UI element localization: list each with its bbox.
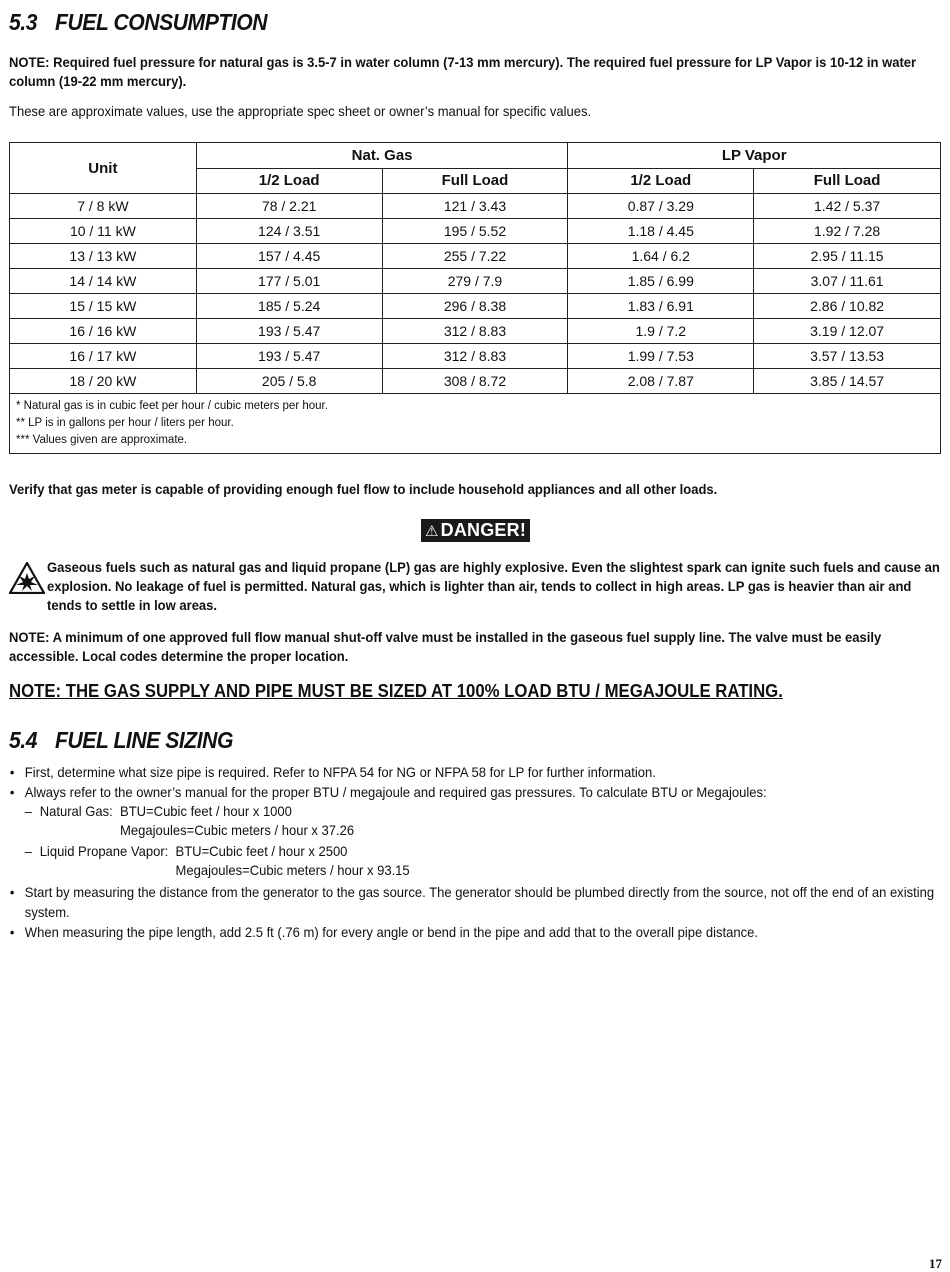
list-item: • Start by measuring the distance from the generator to the gas source. The generator should be plumbed directly from the source, not off the end of an existing system. — [9, 884, 935, 920]
table-row — [10, 369, 941, 394]
danger-label-text: DANGER! — [440, 520, 527, 540]
ng-full-load-header: Full Load — [382, 168, 568, 194]
formula-label: Natural Gas: — [39, 803, 113, 819]
table-cell: 255 / 7.22 — [382, 244, 568, 269]
table-cell: 177 / 5.01 — [196, 269, 382, 294]
natural-gas-formula: – Natural Gas: BTU=Cubic feet / hour x 1000 Megajoules=Cubic meters / hour x 37.26 — [24, 803, 355, 838]
table-cell: 2.08 / 7.87 — [568, 369, 754, 394]
table-cell: 16 / 17 kW — [10, 344, 197, 369]
formula-label: Liquid Propane Vapor: — [39, 843, 169, 859]
table-cell: 78 / 2.21 — [196, 194, 382, 219]
page-number: 17 — [929, 1256, 942, 1271]
fuel-consumption-table-wrap — [9, 142, 942, 454]
table-cell: 1.83 / 6.91 — [568, 294, 754, 319]
list-item-text: Start by measuring the distance from the generator to the gas source. The generator should be plumbed directly from the source, not off the end of an existing system. — [24, 884, 935, 920]
section-heading-5-4 — [9, 727, 233, 754]
table-cell: 1.99 / 7.53 — [568, 344, 754, 369]
table-cell: 312 / 8.83 — [382, 344, 568, 369]
table-cell: 124 / 3.51 — [196, 219, 382, 244]
fuel-pressure-note: NOTE: Required fuel pressure for natural gas is 3.5-7 in water column (7-13 mm mercury). The required fuel pressure for LP Vapor is 10-12 in water column (19-22 mm mercury). — [9, 54, 917, 89]
table-row — [10, 219, 941, 244]
table-cell: 7 / 8 kW — [10, 194, 197, 219]
table-note: *** Values given are approximate. — [16, 434, 188, 446]
table-cell: 312 / 8.83 — [382, 319, 568, 344]
table-cell: 3.07 / 11.61 — [754, 269, 941, 294]
formula-line: Megajoules=Cubic meters / hour x 93.15 — [175, 862, 410, 878]
table-cell: 185 / 5.24 — [196, 294, 382, 319]
list-item: • First, determine what size pipe is required. Refer to NFPA 54 for NG or NFPA 58 for LP for further information. — [9, 764, 656, 780]
table-cell: 1.64 / 6.2 — [568, 244, 754, 269]
table-cell: 157 / 4.45 — [196, 244, 382, 269]
table-note: ** LP is in gallons per hour / liters per hour. — [16, 417, 234, 429]
table-cell: 18 / 20 kW — [10, 369, 197, 394]
lp-full-load-header: Full Load — [754, 168, 941, 194]
nat-gas-header: Nat. Gas — [196, 143, 568, 169]
gas-supply-sizing-note: NOTE: THE GAS SUPPLY AND PIPE MUST BE SIZED AT 100% LOAD BTU / MEGAJOULE RATING. — [9, 681, 783, 701]
table-cell: 15 / 15 kW — [10, 294, 197, 319]
shutoff-valve-note: NOTE: A minimum of one approved full flow manual shut-off valve must be installed in the gaseous fuel supply line. The valve must be easily accessible. Local codes determine the proper location. — [9, 629, 882, 664]
section-number: 5.4 — [9, 727, 38, 753]
section-heading-5-3 — [9, 9, 267, 36]
section-title: FUEL LINE SIZING — [55, 727, 234, 753]
table-cell: 279 / 7.9 — [382, 269, 568, 294]
list-item-text: First, determine what size pipe is required. Refer to NFPA 54 for NG or NFPA 58 for LP for further information. — [24, 764, 656, 780]
fuel-line-sizing-list — [9, 762, 942, 942]
unit-header: Unit — [10, 143, 197, 194]
table-row — [10, 294, 941, 319]
gas-meter-verify-text: Verify that gas meter is capable of providing enough fuel flow to include household appliances and all other loads. — [9, 481, 718, 497]
table-cell: 121 / 3.43 — [382, 194, 568, 219]
warning-triangle-icon: ⚠ — [424, 523, 439, 540]
danger-text-wrap — [47, 558, 942, 615]
table-cell: 308 / 8.72 — [382, 369, 568, 394]
danger-label — [421, 519, 530, 542]
formula-line: Megajoules=Cubic meters / hour x 37.26 — [120, 822, 355, 838]
table-cell: 1.85 / 6.99 — [568, 269, 754, 294]
table-row — [10, 194, 941, 219]
approximate-values-text: These are approximate values, use the appropriate spec sheet or owner’s manual for specific values. — [9, 103, 592, 119]
fuel-consumption-table — [9, 142, 941, 454]
table-cell: 14 / 14 kW — [10, 269, 197, 294]
table-note: * Natural gas is in cubic feet per hour / cubic meters per hour. — [16, 400, 328, 412]
table-cell: 2.95 / 11.15 — [754, 244, 941, 269]
table-row — [10, 269, 941, 294]
table-cell: 16 / 16 kW — [10, 319, 197, 344]
list-item: • When measuring the pipe length, add 2.5 ft (.76 m) for every angle or bend in the pipe and add that to the overall pipe distance. — [9, 924, 759, 940]
table-row — [10, 344, 941, 369]
list-item-text: When measuring the pipe length, add 2.5 ft (.76 m) for every angle or bend in the pipe and add that to the overall pipe distance. — [24, 924, 759, 940]
formula-line: BTU=Cubic feet / hour x 1000 — [120, 803, 292, 819]
lp-half-load-header: 1/2 Load — [568, 168, 754, 194]
formula-lines — [120, 802, 354, 840]
table-notes-row — [10, 394, 941, 454]
table-row — [10, 244, 941, 269]
table-cell: 1.92 / 7.28 — [754, 219, 941, 244]
table-cell: 1.9 / 7.2 — [568, 319, 754, 344]
table-cell: 0.87 / 3.29 — [568, 194, 754, 219]
list-item: • Always refer to the owner’s manual for the proper BTU / megajoule and required gas pressures. To calculate BTU or Megajoules: — [9, 784, 767, 800]
ng-half-load-header: 1/2 Load — [196, 168, 382, 194]
danger-text: Gaseous fuels such as natural gas and liquid propane (LP) gas are highly explosive. Even the slightest spark can ignite such fuels and cause an explosion. No leakage of fuel is permitted. Natural gas, which is lighter than air, tends to collect in high areas. LP gas is heavier than air and tends to settle in low areas. — [47, 559, 940, 613]
lp-vapor-formula: – Liquid Propane Vapor: BTU=Cubic feet / hour x 2500 Megajoules=Cubic meters / hour x 93.15 — [24, 843, 410, 878]
formula-line: BTU=Cubic feet / hour x 2500 — [175, 843, 348, 859]
list-item-text: Always refer to the owner’s manual for the proper BTU / megajoule and required gas pressures. To calculate BTU or Megajoules: — [24, 784, 767, 800]
table-cell: 1.42 / 5.37 — [754, 194, 941, 219]
table-cell: 296 / 8.38 — [382, 294, 568, 319]
section-number: 5.3 — [9, 9, 38, 35]
lp-vapor-header: LP Vapor — [568, 143, 941, 169]
table-cell: 13 / 13 kW — [10, 244, 197, 269]
table-row — [10, 319, 941, 344]
table-cell: 193 / 5.47 — [196, 319, 382, 344]
table-cell: 3.57 / 13.53 — [754, 344, 941, 369]
table-cell: 10 / 11 kW — [10, 219, 197, 244]
explosion-hazard-icon — [9, 562, 45, 594]
table-cell: 195 / 5.52 — [382, 219, 568, 244]
table-notes — [10, 394, 941, 454]
table-cell: 3.85 / 14.57 — [754, 369, 941, 394]
table-cell: 3.19 / 12.07 — [754, 319, 941, 344]
danger-label-wrap — [9, 519, 942, 542]
section-title: FUEL CONSUMPTION — [55, 9, 268, 35]
table-cell: 2.86 / 10.82 — [754, 294, 941, 319]
table-cell: 1.18 / 4.45 — [568, 219, 754, 244]
table-cell: 205 / 5.8 — [196, 369, 382, 394]
formula-lines — [176, 842, 410, 880]
table-cell: 193 / 5.47 — [196, 344, 382, 369]
